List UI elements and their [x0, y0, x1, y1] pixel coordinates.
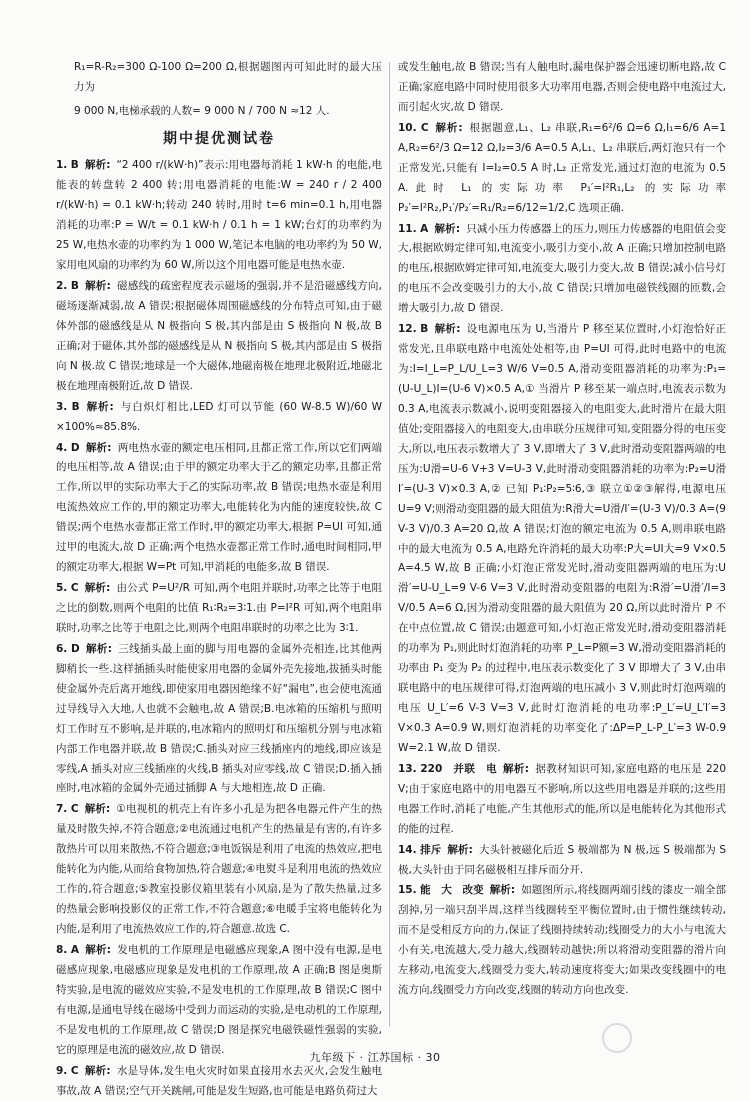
- analysis-tag: 解析:: [434, 222, 461, 235]
- question-item: [56, 800, 382, 940]
- analysis-tag: 解析:: [84, 159, 111, 172]
- question-item: [398, 58, 726, 118]
- question-number: 4.: [56, 441, 68, 454]
- question-number: 15.: [398, 884, 417, 897]
- analysis-tag: 解析:: [84, 803, 111, 816]
- question-answer: C: [70, 1064, 79, 1077]
- question-number: 13.: [398, 762, 417, 775]
- question-number: 6.: [56, 642, 68, 655]
- question-answer: 排斥: [420, 843, 442, 856]
- question-answer: B: [70, 159, 79, 172]
- question-text: 只减小压力传感器上的压力,则压力传感器的电阻值会变大,根据欧姆定律可知,电流变小,吸引力变小,故 A 正确;只增加控制电路的电压,根据欧姆定律可知,电流变大,吸引力变大,故 B 错误;减小信号灯的电压不会改变吸引力的大小,故 C 错误;只增加电磁铁线圈的匝数,会增大吸引力,故 D 错误.: [398, 222, 727, 315]
- analysis-tag: 解析:: [84, 1064, 111, 1077]
- question-text: 发电机的工作原理是电磁感应现象,A 图中没有电源,是电磁感应现象,电磁感应现象是发电机的工作原理,故 A 正确;B 图是奥斯特实验,是电流的磁效应实验,不是发电机的工作原理,故 B 错误;C 图中有电源,是通电导线在磁场中受到力而运动的实验,是电动机的工作原理,不是发电机的工作原理,故 C 错误;D 图是探究电磁铁磁性强弱的实验,它的原理是电流的磁效应,故 D 错误.: [56, 943, 382, 1056]
- question-answer: D: [70, 441, 80, 454]
- section-title: 期中提优测试卷: [163, 130, 275, 147]
- question-number: 11.: [398, 222, 417, 235]
- question-text: 两电热水壶的额定电压相同,且都正常工作,所以它们两端的电压相等,故 A 错误;由于甲的额定功率大于乙的额定功率,且都正常工作,所以甲的实际功率大于乙的实际功率,故 B 错误;电热水壶是利用电流热效应工作的,甲的额定功率大,电能转化为内能的速度较快,故 C 错误;两个电热水壶都正常工作时,甲的额定功率大,根据 P=UI 可知,通过甲的电流大,故 D 正确;两个电热水壶都正常工作时,通电时间相同,甲的额定功率大,根据 W=Pt 可知,甲消耗的电能多,故 B 错误.: [56, 441, 382, 574]
- question-text: 或发生触电,故 B 错误;当有人触电时,漏电保护器会迅速切断电路,故 C 正确;家庭电路中同时使用很多大功率用电器,否则会使电路中电流过大,而引起火灾,故 D 错误.: [398, 61, 726, 113]
- analysis-tag: 解析:: [85, 642, 112, 655]
- question-answer: C: [70, 803, 79, 816]
- analysis-tag: 解析:: [85, 400, 114, 413]
- question-number: 1.: [56, 159, 68, 172]
- question-item: [398, 320, 726, 759]
- analysis-tag: 解析:: [85, 441, 112, 454]
- question-number: 5.: [56, 582, 68, 595]
- analysis-tag: 解析:: [84, 280, 111, 293]
- question-number: 9.: [56, 1064, 68, 1077]
- analysis-tag: 解析:: [434, 121, 463, 134]
- question-item: [398, 841, 726, 881]
- question-number: 3.: [56, 400, 68, 413]
- question-answer: 220 并联 电: [420, 762, 498, 775]
- question-item: [56, 941, 382, 1061]
- question-item: [56, 439, 382, 579]
- analysis-tag: 解析:: [489, 884, 516, 897]
- right-column: [398, 58, 726, 1037]
- question-answer: B: [70, 280, 79, 293]
- analysis-tag: 解析:: [85, 943, 111, 956]
- question-text: 水是导体,发生电火灾时如果直接用水去灭火,会发生触电事故,故 A 错误;空气开关跳闸,可能是发生短路,也可能是电路负荷过大: [56, 1064, 383, 1097]
- question-answer: A: [70, 943, 80, 956]
- question-answer: C: [420, 121, 429, 134]
- analysis-tag: 解析:: [84, 582, 111, 595]
- question-answer: B: [71, 400, 80, 413]
- question-number: 7.: [56, 803, 68, 816]
- question-answer: C: [70, 582, 79, 595]
- question-answer: B: [420, 323, 429, 336]
- question-text: 根据题意,L₁、L₂ 串联,R₁=6²/6 Ω=6 Ω,I₁=6/6 A=1 A,R₂=6²/3 Ω=12 Ω,I₂=3/6 A=0.5 A,L₁、L₂ 串联后,两灯泡只有一个正常发光,只能有 I=I₂=0.5 A 时,L₂ 正常发光,通过灯泡的电流为 0.5 A.此时 L₁ 的实际功率 P₁′=I²R₁,L₂ 的实际功率 P₂′=I²R₂,P₁′/P₂′=R₁/R₂=6/12=1/2,C 选项正确.: [398, 121, 727, 214]
- question-item: [56, 579, 382, 639]
- question-text: 与白炽灯相比,LED 灯可以节能 (60 W-8.5 W)/60 W ×100%≈85.8%.: [56, 400, 382, 433]
- question-item: [398, 760, 726, 840]
- question-item: [398, 220, 726, 320]
- intro-line-1: R₁=R-R₂=300 Ω-100 Ω=200 Ω,根据题图丙可知此时的最大压力为: [74, 61, 382, 93]
- watermark-circle-icon: [602, 1023, 632, 1053]
- question-answer: A: [420, 222, 429, 235]
- question-text: 如题图所示,将线圈两端引线的漆皮一端全部刮掉,另一端只刮半周,这样当线圈转至平衡位置时,由于惯性继续转动,而不是受相反方向的力,保证了线圈持续转动;线圈受力的大小与电流大小有关,电流越大,受力越大,线圈转动越快;所以将滑动变阻器的滑片向左移动,电流变大,线圈受力变大,转动速度将变大;如果改变线圈中的电流方向,线圈受力方向改变,线圈的转动方向也改变.: [398, 884, 726, 997]
- question-item: [398, 119, 726, 219]
- analysis-tag: 解析:: [503, 762, 529, 775]
- question-item: [56, 640, 382, 800]
- question-text: 据教材知识可知,家庭电路的电压是 220 V;由于家庭电路中的用电器互不影响,所以这些用电器是并联的;这些用电器工作时,消耗了电能,产生其他形式的能,所以是电能转化为其他形式的能的过程.: [398, 762, 727, 835]
- question-text: 大头针被磁化后近 S 极端都为 N 极,远 S 极端都为 S 极,大头针由于同名磁极相互排斥而分开.: [398, 843, 727, 876]
- question-number: 10.: [398, 121, 417, 134]
- question-answer: D: [70, 642, 80, 655]
- right-question-list: [398, 58, 726, 1001]
- question-text: 三线插头最上面的脚与用电器的金属外壳相连,比其他两脚稍长一些.这样插插头时能使家用电器的金属外壳先接地,拔插头时能使金属外壳后离开地线,即使家用电器因绝缘不好“漏电”,也会使电流通过导线导入大地,人也就不会触电,故 A 错误;B.电冰箱的压缩机与照明灯工作时互不影响,是并联的,电冰箱内的照明灯和压缩机分别与电冰箱内部工作电器并联,故 B 错误;C.插头对应三线插座内的地线,即应该是零线,A 插头对应三线插座的火线,B 插头对应零线,故 C 错误;D.插入插座时,电冰箱的金属外壳通过插脚 A 与大地相连,故 D 正确.: [56, 642, 382, 795]
- analysis-tag: 解析:: [447, 843, 473, 856]
- page-footer: 九年级下 · 江苏国标 · 30: [309, 1051, 441, 1064]
- question-item: [56, 156, 382, 276]
- question-text: 磁感线的疏密程度表示磁场的强弱,并不是沿磁感线方向,磁场逐渐减弱,故 A 错误;根据磁体周围磁感线的分布特点可知,由于磁体外部的磁感线是从 N 极指向 S 极,其内部是由 S 极指向 N 极,故 B 正确;对于磁体,其外部的磁感线是从 N 极指向 S 极,其内部是由 S 极指向 N 极.故 C 错误;地球是一个大磁体,地磁南极在地理北极附近,地磁北极在地理南极附近,故 D 错误.: [56, 280, 382, 392]
- question-text: ①电视机的机壳上有许多小孔是为把各电器元件产生的热量及时散失掉,不符合题意;②电流通过电机产生的热量是有害的,有许多散热片可以用来散热,不符合题意;③电饭锅是利用了电流的热效应,把电能转化为内能,从而给食物加热,符合题意;④电熨斗是利用电流的热效应工作的,符合题意;⑤教室投影仪箱里装有小风扇,是为了散失热量,过多的热量会影响投影仪的正常工作,不符合题意;⑥电暖手宝将电能转化为内能,是利用了电流热效应工作的,符合题意.故选 C.: [56, 803, 382, 936]
- watermark-logo: [598, 1019, 728, 1073]
- column-divider: [389, 62, 390, 1027]
- question-text: 由公式 P=U²/R 可知,两个电阻并联时,功率之比等于电阻之比的倒数,则两个电阻的比值 R₁∶R₂=3∶1.由 P=I²R 可知,两个电阻串联时,功率之比等于电阻之比,则两个电阻串联时的功率之比为 3∶1.: [56, 582, 382, 634]
- question-item: [56, 398, 382, 438]
- question-answer: 能 大 改变: [420, 884, 484, 897]
- question-number: 12.: [398, 323, 417, 336]
- question-text: 设电源电压为 U,当滑片 P 移至某位置时,小灯泡恰好正常发光,且串联电路中电流处处相等,由 P=UI 可得,此时电路中的电流为:I=I_L=P_L/U_L=3 W/6 V=0.5 A,滑动变阻器消耗的功率为:P₁=(U-U_L)I=(U-6 V)×0.5 A,① 当滑片 P 移至某一端点时,电流表示数为 0.3 A,电流表示数减小,说明变阻器接入的电阻变大,此时滑片在最大阻值处;变阻器接入的电阻变大,由串联分压规律可知,变阻器分得的电压变大,所以,电压表示数增大了 3 V,即增大了 3 V,此时滑动变阻器两端的电压为:U滑=U-6 V+3 V=U-3 V,此时滑动变阻器消耗的功率为:P₂=U滑 I′=(U-3 V)×0.3 A,② 已知 P₁∶P₂=5∶6,③ 联立①②③解得,电源电压 U=9 V;则滑动变阻器的最大阻值为:R滑大=U滑/I′=(U-3 V)/0.3 A=(9 V-3 V)/0.3 A=20 Ω,故 A 错误;灯泡的额定电流为 0.5 A,则串联电路中的最大电流为 0.5 A,电路允许消耗的最大功率:P大=UI大=9 V×0.5 A=4.5 W,故 B 正确;小灯泡正常发光时,滑动变阻器两端的电压为:U滑′=U-U_L=9 V-6 V=3 V,此时滑动变阻器的电阻为:R滑′=U滑′/I=3 V/0.5 A=6 Ω,因为滑动变阻器的最大阻值为 20 Ω,所以此时滑片 P 不在中点位置,故 C 错误;由题意可知,小灯泡正常发光时,滑动变阻器消耗的功率为 P₁,则此时灯泡消耗的功率 P_L=P额=3 W,滑动变阻器消耗的功率由 P₁ 变为 P₂ 的过程中,电压表示数变化了 3 V 即增大了 3 V,由串联电路中的电压规律可得,灯泡两端的电压减小 3 V,则此时灯泡两端的电压 U_L′=6 V-3 V=3 V,此时灯泡消耗的电功率:P_L′=U_L′I′=3 V×0.3 A=0.9 W,则灯泡消耗的功率变化了:ΔP=P_L-P_L′=3 W-0.9 W=2.1 W,故 D 错误.: [398, 323, 727, 754]
- intro-line-2: 9 000 N,电梯承载的人数= 9 000 N / 700 N ≈12 人.: [74, 104, 330, 117]
- question-item: [398, 881, 726, 1001]
- question-number: 2.: [56, 280, 68, 293]
- analysis-tag: 解析:: [434, 323, 461, 336]
- left-question-list: [56, 156, 382, 1101]
- question-number: 14.: [398, 843, 417, 856]
- question-item: [56, 277, 382, 397]
- question-number: 8.: [56, 943, 68, 956]
- question-text: “2 400 r/(kW·h)”表示:用电器每消耗 1 kW·h 的电能,电能表的转盘转 2 400 转;用电器消耗的电能:W = 240 r / 2 400 r/(kW·h) = 0.1 kW·h;转动 240 转时,用时 t=6 min=0.1 h,用电器消耗的功率:P = W/t = 0.1 kW·h / 0.1 h = 1 kW;台灯的功率约为 25 W,电热水壶的功率约为 1 000 W,笔记本电脑的电功率约为 50 W,家用电风扇的功率约为 60 W,所以这个用电器可能是电热水壶.: [56, 159, 382, 272]
